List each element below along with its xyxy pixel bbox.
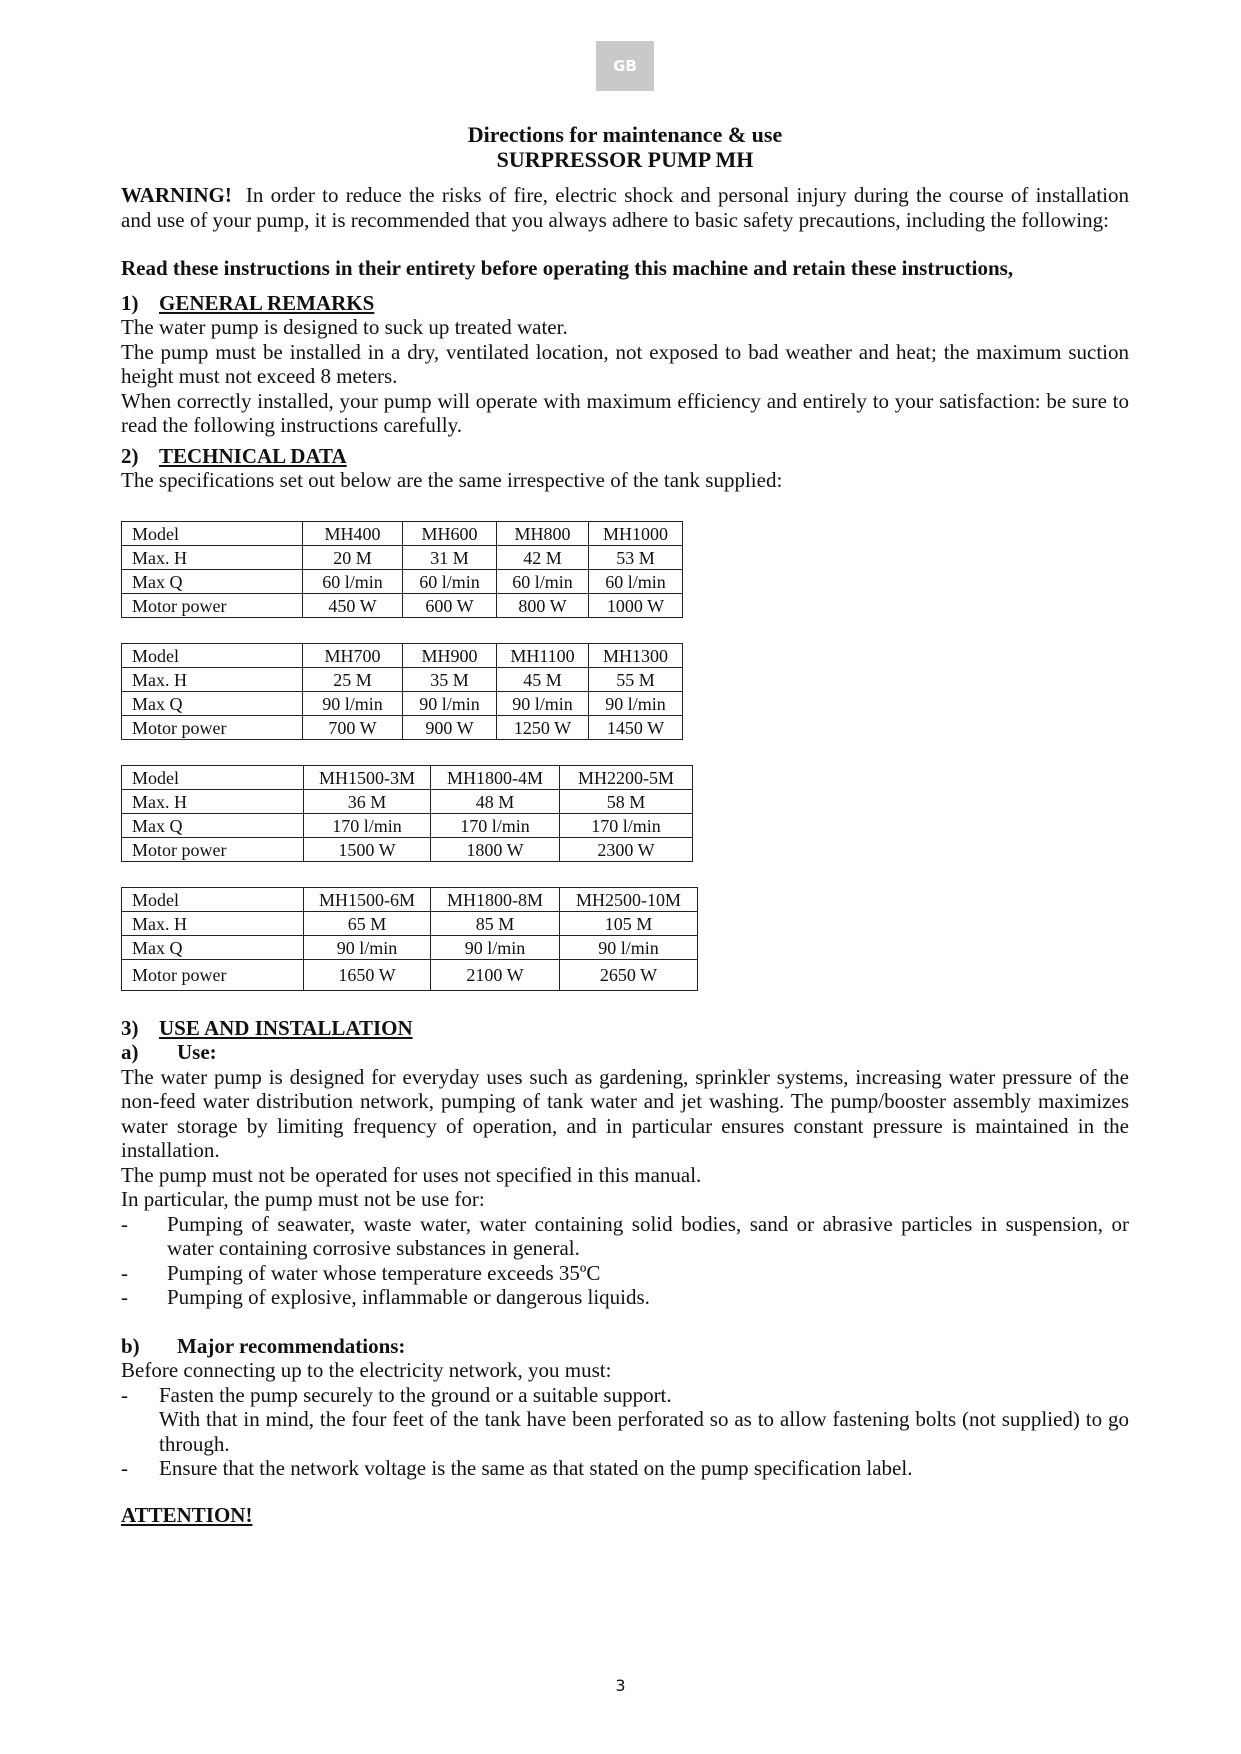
table-row: Model MH1500-3M MH1800-4M MH2200-5M xyxy=(122,765,693,789)
document-subtitle: SURPRESSOR PUMP MH xyxy=(496,147,754,172)
table-row: Max Q 60 l/min 60 l/min 60 l/min 60 l/min xyxy=(122,569,683,593)
table-row: Max. H 65 M 85 M 105 M xyxy=(122,911,698,935)
table-row: Max Q 90 l/min 90 l/min 90 l/min 90 l/min xyxy=(122,691,683,715)
spec-table-2 xyxy=(121,643,683,740)
list-item: - Pumping of explosive, inflammable or dangerous liquids. xyxy=(121,1285,650,1309)
document-body xyxy=(121,122,1129,1527)
not-specified-line: The pump must not be operated for uses not specified in this manual. xyxy=(121,1162,702,1187)
table-row: Max Q 90 l/min 90 l/min 90 l/min xyxy=(122,935,698,959)
section-1-line-2: The pump must be installed in a dry, ventilated location, not exposed to bad weather and heat; the maximum suction height must not exceed 8 meters. xyxy=(121,339,1129,388)
spec-table-1 xyxy=(121,521,683,618)
subsection-b-heading: b) Major recommendations: xyxy=(121,1333,406,1358)
table-row: Model MH400 MH600 MH800 MH1000 xyxy=(122,521,683,545)
section-1-heading: 1) GENERAL REMARKS xyxy=(121,290,375,315)
section-1-line-3: When correctly installed, your pump will operate with maximum efficiency and entirely to your satisfaction: be sure to read the following instructions carefully. xyxy=(121,388,1129,437)
section-2-heading: 2) TECHNICAL DATA xyxy=(121,443,347,468)
subsection-a-heading: a) Use: xyxy=(121,1040,217,1064)
before-connecting-line: Before connecting up to the electricity network, you must: xyxy=(121,1358,612,1382)
spec-tables xyxy=(121,521,1129,991)
warning-label: WARNING! xyxy=(121,183,232,207)
table-row: Max. H 36 M 48 M 58 M xyxy=(122,789,693,813)
page-number: 3 xyxy=(615,1676,626,1695)
list-item: - Pumping of water whose temperature exceeds 35ºC xyxy=(121,1260,601,1285)
list-item: - Ensure that the network voltage is the same as that stated on the pump specification label. xyxy=(121,1456,913,1480)
in-particular-line: In particular, the pump must not be use for: xyxy=(121,1187,485,1211)
warning-paragraph xyxy=(121,183,1129,232)
section-1-line-1: The water pump is designed to suck up treated water. xyxy=(121,315,568,339)
table-row: Model MH1500-6M MH1800-8M MH2500-10M xyxy=(122,887,698,911)
warning-text: In order to reduce the risks of fire, electric shock and personal injury during the course of installation and use of your pump, it is recommended that you always adhere to basic safety precautions, including the following: xyxy=(121,183,1129,232)
table-row: Motor power 1650 W 2100 W 2650 W xyxy=(122,959,698,990)
table-row: Motor power 1500 W 1800 W 2300 W xyxy=(122,837,693,861)
table-row: Motor power 700 W 900 W 1250 W 1450 W xyxy=(122,715,683,739)
use-paragraph: The water pump is designed for everyday uses such as gardening, sprinkler systems, increasing water pressure of the non-feed water distribution network, pumping of tank water and jet washing. The pump/booster assembly maximizes water storage by limiting frequency of operation, and in particular ensures constant pressure is maintained in the installation. xyxy=(121,1064,1129,1162)
document-title: Directions for maintenance & use xyxy=(467,122,783,147)
table-row: Max. H 25 M 35 M 45 M 55 M xyxy=(122,667,683,691)
fasten-detail: With that in mind, the four feet of the tank have been perforated so as to allow fastening bolts (not supplied) to go through. xyxy=(159,1407,1129,1456)
table-row: Max. H 20 M 31 M 42 M 53 M xyxy=(122,545,683,569)
read-notice: Read these instructions in their entirety before operating this machine and retain these instructions, xyxy=(121,256,1014,280)
list-item: - Fasten the pump securely to the ground or a suitable support. xyxy=(121,1382,672,1407)
spec-table-3 xyxy=(121,765,693,862)
list-item: - Pumping of seawater, waste water, water containing solid bodies, sand or abrasive particles in suspension, or water containing corrosive substances in general. xyxy=(121,1211,1129,1260)
table-row: Model MH700 MH900 MH1100 MH1300 xyxy=(122,643,683,667)
attention-heading: ATTENTION! xyxy=(121,1502,253,1527)
section-3-heading: 3) USE AND INSTALLATION xyxy=(121,1015,413,1040)
table-row: Motor power 450 W 600 W 800 W 1000 W xyxy=(122,593,683,617)
section-2-intro: The specifications set out below are the same irrespective of the tank supplied: xyxy=(121,468,783,492)
table-row: Max Q 170 l/min 170 l/min 170 l/min xyxy=(122,813,693,837)
spec-table-4 xyxy=(121,887,698,991)
language-badge: GB xyxy=(596,41,654,91)
